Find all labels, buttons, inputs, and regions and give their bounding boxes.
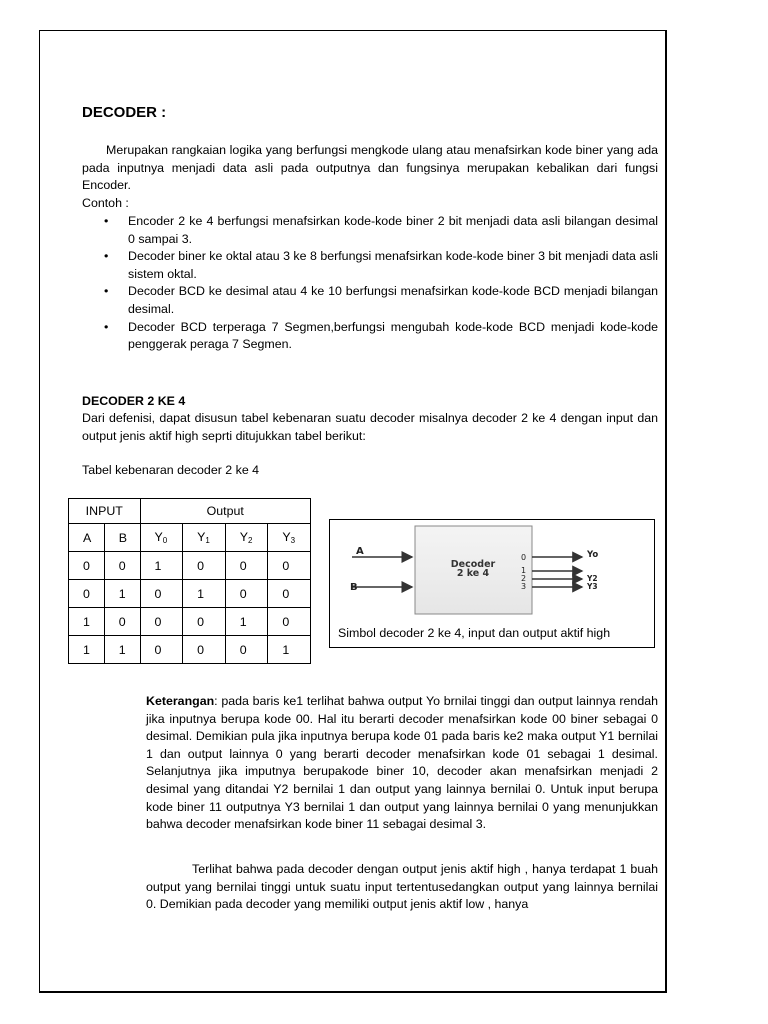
pin-label: 3 [521, 582, 527, 591]
contoh-label: Contoh : [82, 196, 129, 210]
input-a-label: A [356, 546, 364, 557]
output-label: Y3 [587, 582, 598, 591]
section-paragraph: Dari defenisi, dapat disusun tabel kebenaran suatu decoder misalnya decoder 2 ke 4 dengan input dan output jenis aktif high seprti ditujukkan tabel berikut: [82, 411, 658, 443]
decoder-symbol-diagram [330, 520, 656, 620]
list-item: • Decoder biner ke oktal atau 3 ke 8 berfungsi menafsirkan kode-kode biner 3 bit menjadi data asli sistem oktal. [104, 249, 658, 281]
pin-label: 2 [521, 574, 527, 583]
intro-paragraph: Merupakan rangkaian logika yang berfungsi mengkode ulang atau menafsirkan kode biner yang ada pada inputnya menjadi data asli pada outputnya dan fungsinya merupakan kebalikan dari fungsi Encoder. [82, 143, 658, 193]
column-header-b: B [104, 524, 140, 552]
example-list [82, 213, 658, 354]
list-item: • Decoder BCD terperaga 7 Segmen,berfungsi mengubah kode-kode BCD menjadi kode-kode penggerak peraga 7 Segmen. [104, 319, 658, 352]
table-header-output: Output [140, 499, 310, 524]
table-row: 0 0 1 0 0 0 [69, 552, 311, 580]
table-row: 1 0 0 0 1 0 [69, 608, 311, 636]
column-header-y0: $Y_0$ [140, 524, 183, 552]
page-title: DECODER : [82, 104, 167, 121]
bullet-icon: • [104, 319, 109, 334]
column-header-y2: $Y_2$ [225, 524, 268, 552]
table-caption: Tabel kebenaran decoder 2 ke 4 [82, 463, 260, 477]
output-label: Yo [587, 550, 599, 560]
table-row [69, 524, 311, 552]
list-item: • Encoder 2 ke 4 berfungsi menafsirkan kode-kode biner 2 bit menjadi data asli bilangan desimal 0 sampai 3. [104, 214, 658, 246]
column-header-y1: $Y_1$ [183, 524, 226, 552]
column-header-y3: $Y_3$ [268, 524, 311, 552]
list-item: • Decoder BCD ke desimal atau 4 ke 10 berfungsi menafsirkan kode-kode BCD menjadi bilangan desimal. [104, 284, 658, 316]
bullet-icon: • [104, 249, 109, 264]
symbol-caption: Simbol decoder 2 ke 4, input dan output aktif high [338, 626, 611, 640]
pin-label: 1 [521, 566, 527, 575]
section-heading: DECODER 2 KE 4 [82, 394, 186, 408]
closing-paragraph: Terlihat bahwa pada decoder dengan output jenis aktif high , hanya terdapat 1 buah output yang bernilai tinggi untuk suatu input tertentusedangkan output yang lainnya bernilai 0. Demikian pada decoder yang memiliki output jenis aktif low , hanya [146, 862, 658, 912]
pin-label: 0 [521, 553, 527, 562]
table-row: 0 1 0 1 0 0 [69, 580, 311, 608]
bullet-icon: • [104, 284, 109, 299]
truth-table [68, 498, 311, 664]
block-label: Decoder [450, 559, 496, 570]
keterangan-paragraph: Keterangan: pada baris ke1 terlihat bahwa output Yo brnilai tinggi dan output lainnya rendah jika inputnya berupa kode 00. Hal itu berarti decoder menafsirkan kode 00 biner sebagai 0 desimal. Demikian pula jika inputnya berupa kode 01 pada baris ke2 maka output Y1 bernilai 1 dan output lainnya 0 yang berarti decoder menafsirkan kode 01 sebagai 1 desimal. Selanjutnya jika imputnya berupakode biner 10, decoder akan menafsirkan menjadi 2 desimal yang ditandai Y2 bernilai 1 dan output yang lainnya bernilai 0. Untuk input berupa kode biner 11 outputnya Y3 bernilai 1 dan output yang lainnya bernilai 0 yang menunjukkan bahwa decoder menafsirkan kode biner 11 sebagai desimal 3. [146, 694, 658, 832]
output-label: Y2 [587, 574, 598, 583]
table-row: 1 1 0 0 0 1 [69, 636, 311, 664]
keterangan-label: Keterangan [146, 694, 215, 708]
table-header-input: INPUT [69, 499, 141, 524]
block-label: 2 ke 4 [456, 568, 490, 579]
input-b-label: B [350, 582, 358, 593]
column-header-a: A [69, 524, 105, 552]
bullet-icon: • [104, 214, 109, 228]
